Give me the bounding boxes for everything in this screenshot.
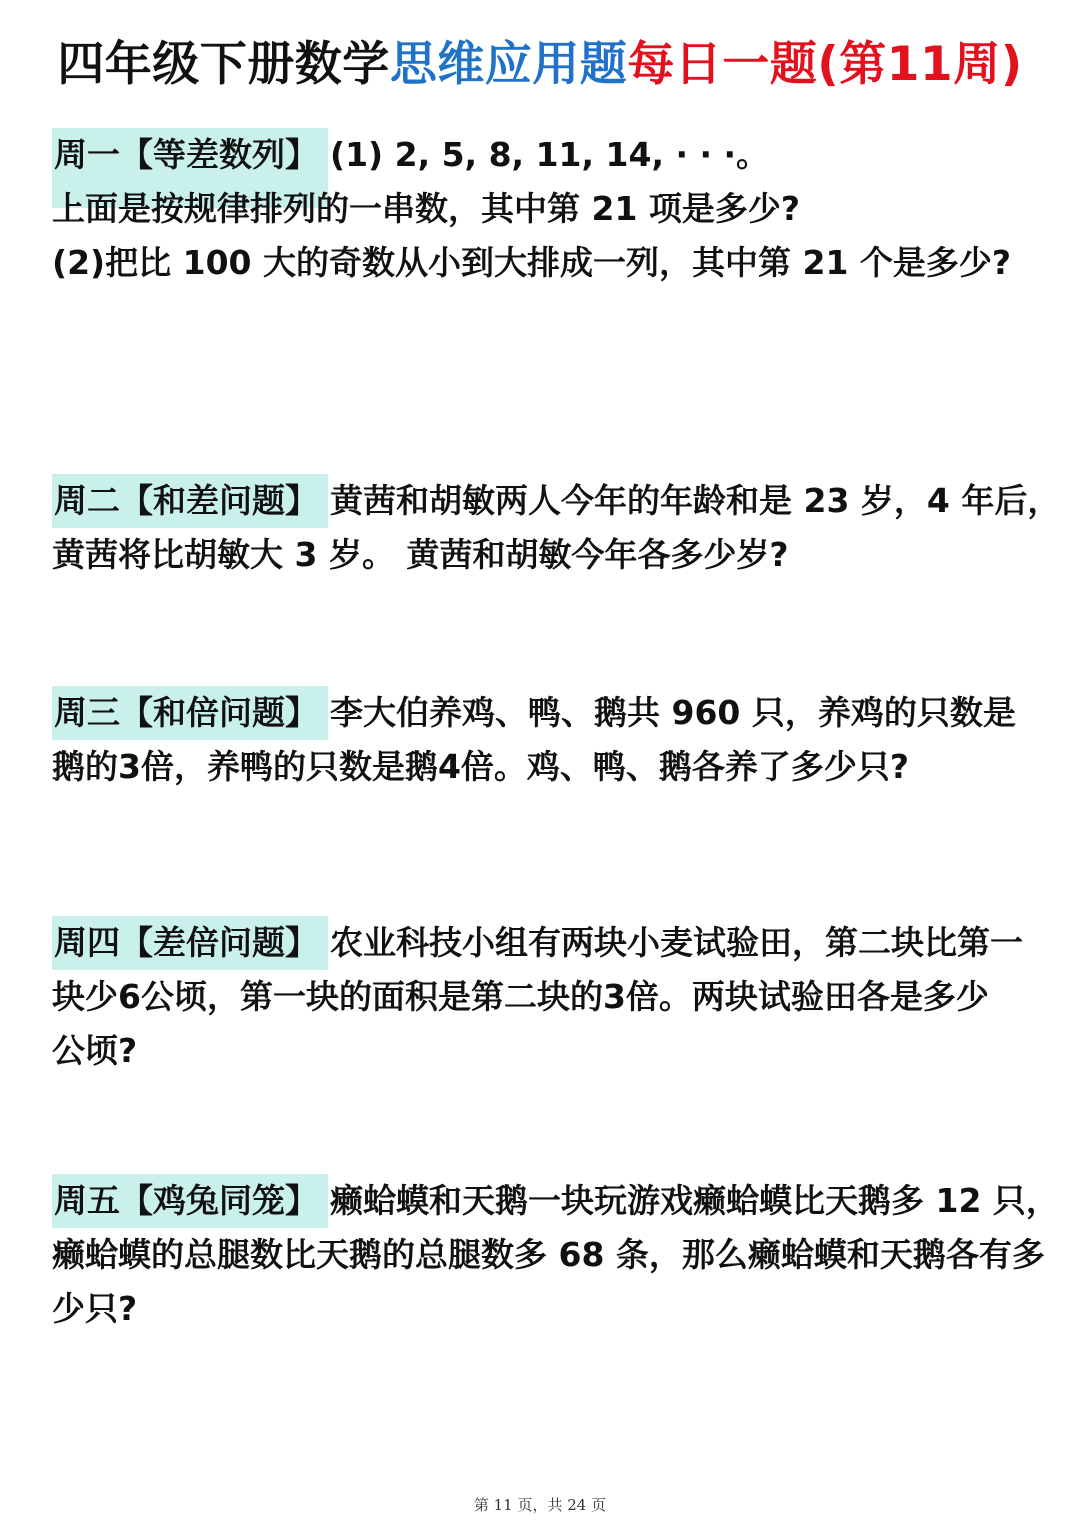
title-part-topic: 思维应用题: [389, 37, 628, 92]
problem-text: 李大伯养鸡、鸭、鹅共 960 只，养鸡的只数是: [330, 693, 1016, 732]
problem-text: 农业科技小组有两块小麦试验田，第二块比第一: [330, 923, 1023, 962]
problem-line: 黄茜将比胡敏大 3 岁。 黄茜和胡敏今年各多少岁?: [52, 535, 789, 574]
title-part-grade: 四年级下册数学: [57, 37, 390, 92]
problem-text: 癞蛤蟆和天鹅一块玩游戏癞蛤蟆比天鹅多 12 只，: [330, 1181, 1059, 1220]
problem-wednesday: [52, 686, 1042, 794]
page-title: [0, 30, 1080, 100]
problem-monday: [52, 128, 1042, 290]
page-footer: 第 11 页，共 24 页: [473, 1496, 607, 1514]
problem-line: 鹅的3倍，养鸭的只数是鹅4倍。鸡、鸭、鹅各养了多少只?: [52, 747, 910, 786]
problem-text: (1) 2, 5, 8, 11, 14, · · ·。: [330, 135, 770, 174]
problem-line: [52, 686, 1042, 740]
problem-line: [52, 1174, 1059, 1228]
problem-line: [52, 916, 1042, 970]
problem-line: 块少6公顷，第一块的面积是第二块的3倍。两块试验田各是多少: [52, 977, 989, 1016]
title-part-week: 每日一题(第11周): [627, 37, 1023, 92]
problem-tag: 周五【鸡兔同笼】: [52, 1174, 328, 1228]
problem-tag: 周四【差倍问题】: [52, 916, 328, 970]
problem-line: 少只?: [52, 1289, 138, 1328]
problem-friday: [52, 1174, 1059, 1336]
problem-text: 黄茜和胡敏两人今年的年龄和是 23 岁，4 年后，: [330, 481, 1061, 520]
problem-line: [52, 474, 1061, 528]
problem-line: 癞蛤蟆的总腿数比天鹅的总腿数多 68 条，那么癞蛤蟆和天鹅各有多: [52, 1235, 1045, 1274]
problem-thursday: [52, 916, 1042, 1078]
problem-tag: 周二【和差问题】: [52, 474, 328, 528]
problem-tag: 周一【等差数列】: [52, 128, 328, 208]
problem-line: (2)把比 100 大的奇数从小到大排成一列，其中第 21 个是多少?: [52, 243, 1012, 282]
problem-line: 公顷?: [52, 1031, 138, 1070]
problem-tag: 周三【和倍问题】: [52, 686, 328, 740]
problem-line: 上面是按规律排列的一串数，其中第 21 项是多少?: [52, 189, 801, 228]
problem-tuesday: [52, 474, 1061, 582]
